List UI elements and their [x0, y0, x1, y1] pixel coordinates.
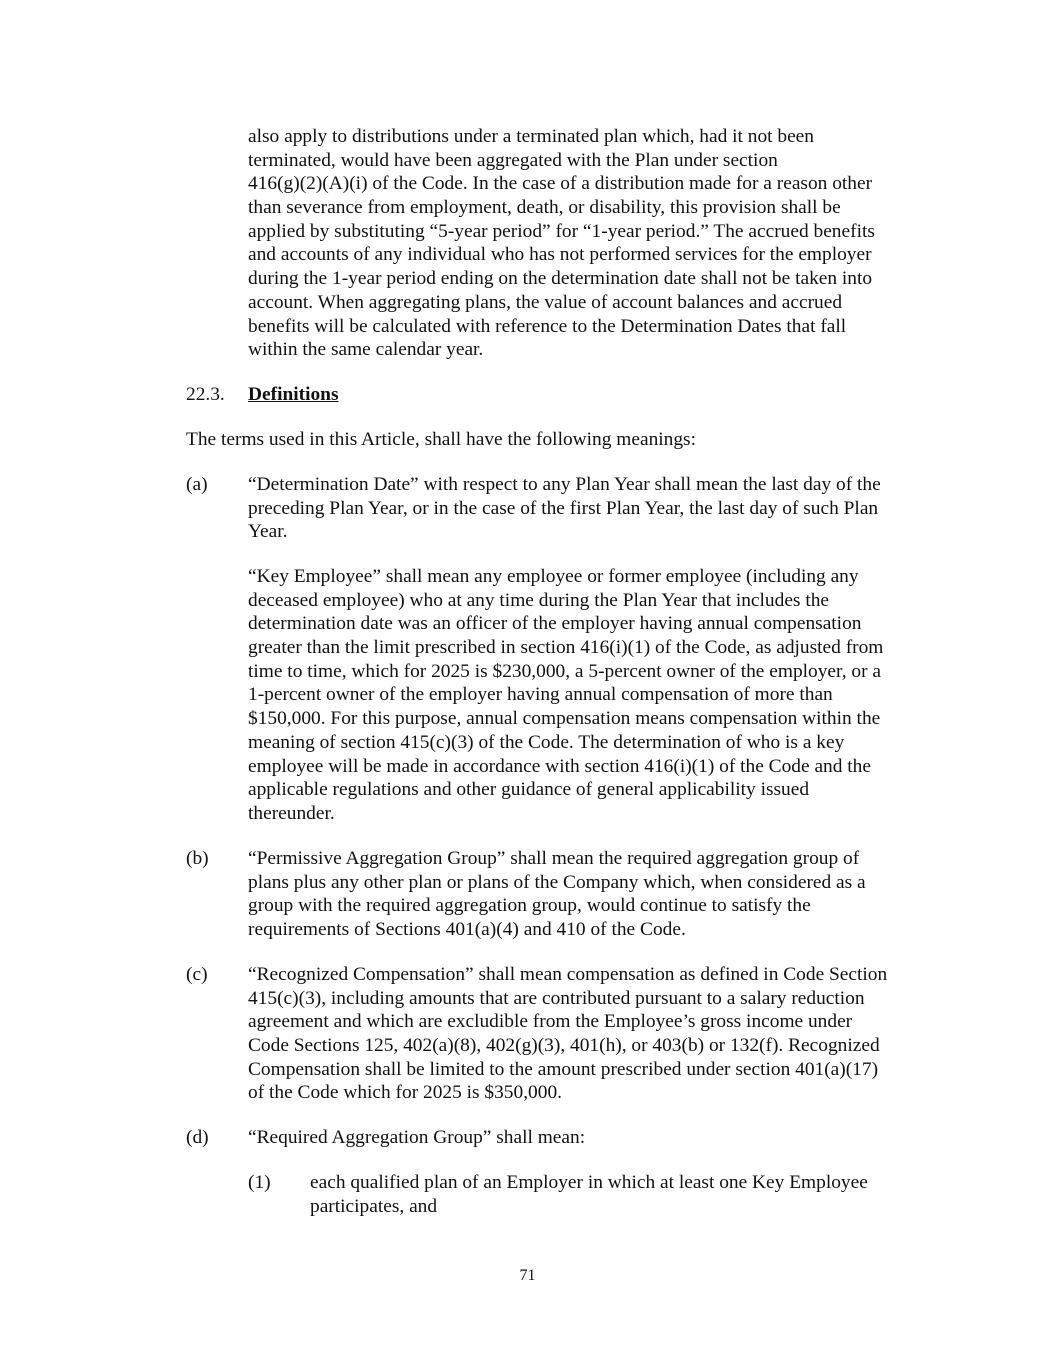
text-line: “Required Aggregation Group” shall mean: — [248, 1127, 586, 1148]
text-line: “Recognized Compensation” shall mean compensation as defined in Code Section — [248, 964, 888, 985]
text-line: also apply to distributions under a terminated plan which, had it not been — [248, 126, 814, 147]
subitem-label-1: (1) — [248, 1172, 271, 1193]
text-line: applicable regulations and other guidance of general applicability issued — [248, 779, 810, 801]
text-line: during the 1-year period ending on the determination date shall not be taken into — [248, 268, 873, 290]
text-line: requirements of Sections 401(a)(4) and 410 of the Code. — [248, 919, 686, 941]
definition-determination-date — [248, 473, 881, 544]
text-line: “Permissive Aggregation Group” shall mean the required aggregation group of — [248, 848, 860, 869]
text-line: of the Code which for 2025 is $350,000. — [248, 1082, 562, 1104]
item-label-b: (b) — [186, 848, 209, 869]
definition-required-aggregation-group — [248, 1126, 585, 1150]
text-line: The terms used in this Article, shall have the following meanings: — [186, 429, 696, 450]
definition-key-employee — [248, 565, 883, 826]
text-line: thereunder. — [248, 802, 335, 824]
definition-recognized-compensation — [248, 963, 887, 1105]
text-line: each qualified plan of an Employer in which at least one Key Employee — [310, 1172, 868, 1193]
page-number: 71 — [519, 1267, 536, 1284]
intro-paragraph — [248, 125, 875, 362]
text-line: group with the required aggregation group, would continue to satisfy the — [248, 895, 811, 917]
section-number: 22.3. — [186, 384, 225, 405]
text-line: 1-percent owner of the employer having annual compensation of more than — [248, 684, 833, 706]
text-line: greater than the limit prescribed in section 416(i)(1) of the Code, as adjusted from — [248, 637, 884, 659]
text-line: 415(c)(3), including amounts that are contributed pursuant to a salary reduction — [248, 987, 865, 1009]
text-line: and accounts of any individual who has not performed services for the employer — [248, 244, 872, 266]
text-line: applied by substituting “5-year period” for “1-year period.” The accrued benefits — [248, 220, 875, 242]
lead-in-text — [186, 428, 696, 452]
text-line: determination date was an officer of the employer having annual compensation — [248, 613, 862, 635]
text-line: $150,000. For this purpose, annual compensation means compensation within the — [248, 708, 881, 730]
text-line: Code Sections 125, 402(a)(8), 402(g)(3), 401(h), or 403(b) or 132(f). Recognized — [248, 1035, 880, 1057]
item-label-a: (a) — [186, 474, 208, 495]
subitem-qualified-plan — [310, 1171, 868, 1218]
text-line: benefits will be calculated with reference to the Determination Dates that fall — [248, 315, 847, 337]
text-line: terminated, would have been aggregated with the Plan under section — [248, 149, 778, 171]
definition-permissive-aggregation-group — [248, 847, 866, 942]
section-title: Definitions — [248, 384, 339, 405]
text-line: 416(g)(2)(A)(i) of the Code. In the case of a distribution made for a reason other — [248, 173, 873, 195]
item-label-c: (c) — [186, 964, 208, 985]
text-line: deceased employee) who at any time during the Plan Year that includes the — [248, 589, 830, 611]
text-line: employee will be made in accordance with section 416(i)(1) of the Code and the — [248, 755, 871, 777]
text-line: than severance from employment, death, or disability, this provision shall be — [248, 197, 841, 219]
text-line: preceding Plan Year, or in the case of the first Plan Year, the last day of such Plan — [248, 497, 879, 519]
text-line: time to time, which for 2025 is $230,000, a 5-percent owner of the employer, or a — [248, 660, 882, 682]
text-line: plans plus any other plan or plans of the Company which, when considered as a — [248, 871, 866, 893]
text-line: meaning of section 415(c)(3) of the Code. The determination of who is a key — [248, 731, 845, 753]
text-line: “Key Employee” shall mean any employee or former employee (including any — [248, 566, 859, 587]
text-line: “Determination Date” with respect to any Plan Year shall mean the last day of the — [248, 474, 881, 495]
text-line: Compensation shall be limited to the amount prescribed under section 401(a)(17) — [248, 1058, 879, 1080]
text-line: Year. — [248, 521, 288, 543]
text-line: participates, and — [310, 1195, 438, 1217]
item-label-d: (d) — [186, 1127, 209, 1148]
text-line: agreement and which are excludible from the Employee’s gross income under — [248, 1011, 853, 1033]
text-line: account. When aggregating plans, the value of account balances and accrued — [248, 291, 843, 313]
text-line: within the same calendar year. — [248, 339, 484, 361]
